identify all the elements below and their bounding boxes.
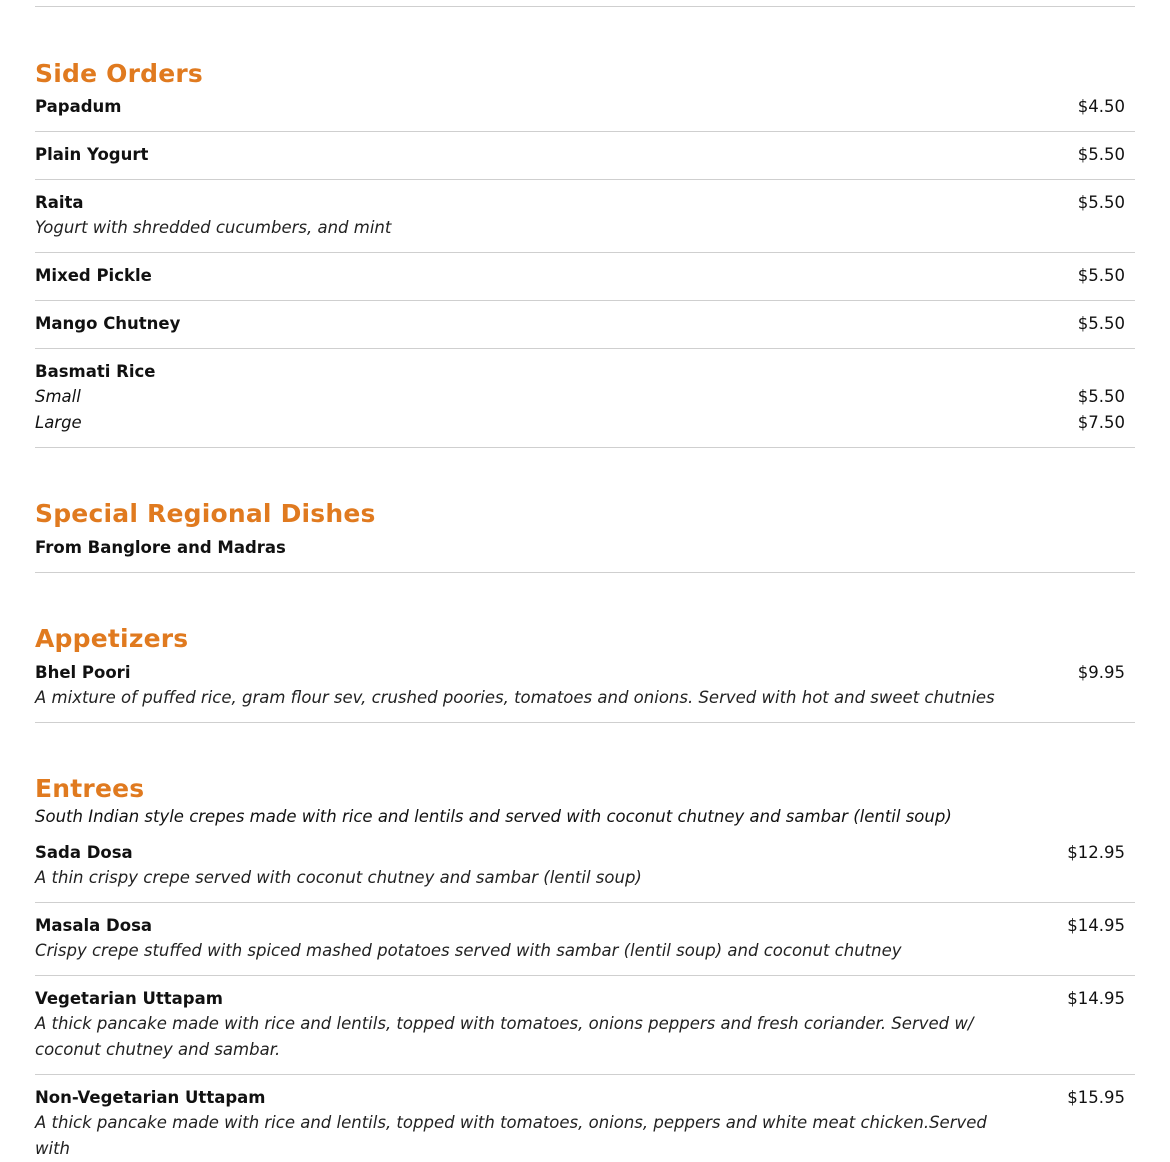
- item-name: Papadum: [35, 97, 122, 116]
- menu-item-papadum: [35, 96, 1135, 118]
- item-name: Bhel Poori: [35, 663, 131, 682]
- divider: [35, 179, 1135, 180]
- menu-item-plain-yogurt: [35, 144, 1135, 166]
- divider: [35, 1074, 1135, 1075]
- item-name: Non-Vegetarian Uttapam: [35, 1088, 266, 1107]
- item-name: Sada Dosa: [35, 843, 133, 862]
- item-description: Yogurt with shredded cucumbers, and mint: [35, 218, 392, 237]
- item-price: $5.50: [1077, 266, 1125, 285]
- item-price: $14.95: [1067, 989, 1125, 1008]
- menu-item-masala-dosa: [35, 915, 1135, 964]
- menu-page: [35, 0, 1135, 1162]
- menu-item-raita: [35, 192, 1135, 241]
- size-price: $7.50: [1077, 413, 1125, 432]
- item-description: Crispy crepe stuffed with spiced mashed potatoes served with sambar (lentil soup) and coconut chutney: [35, 941, 902, 960]
- item-price: $5.50: [1077, 193, 1125, 212]
- menu-item-sada-dosa: [35, 842, 1135, 891]
- item-name: Masala Dosa: [35, 916, 153, 935]
- divider: [35, 722, 1135, 723]
- size-label: Large: [35, 413, 82, 432]
- item-price: $4.50: [1077, 97, 1125, 116]
- item-price: $12.95: [1067, 843, 1125, 862]
- menu-item-bhel-poori: [35, 662, 1135, 711]
- item-name: Plain Yogurt: [35, 145, 149, 164]
- divider: [35, 447, 1135, 448]
- section-note: South Indian style crepes made with rice and lentils and served with coconut chutney and sambar (lentil soup): [35, 807, 952, 826]
- divider: [35, 6, 1135, 7]
- size-label: Small: [35, 387, 81, 406]
- menu-item-vegetarian-uttapam: [35, 988, 1135, 1063]
- item-name: Mango Chutney: [35, 314, 181, 333]
- section-title-side-orders: Side Orders: [35, 59, 203, 88]
- item-price: $5.50: [1077, 314, 1125, 333]
- size-option-small: [35, 384, 1135, 410]
- section-title-appetizers: Appetizers: [35, 624, 189, 653]
- item-description: A thick pancake made with rice and lentils, topped with tomatoes, onions, peppers and white meat chicken.Served with: [35, 1113, 987, 1158]
- divider: [35, 572, 1135, 573]
- section-subtitle: From Banglore and Madras: [35, 538, 286, 557]
- divider: [35, 902, 1135, 903]
- menu-item-basmati-rice: [35, 361, 1135, 436]
- size-option-large: [35, 410, 1135, 436]
- divider: [35, 252, 1135, 253]
- item-name: Basmati Rice: [35, 362, 156, 381]
- divider: [35, 348, 1135, 349]
- menu-item-non-vegetarian-uttapam: [35, 1087, 1135, 1162]
- item-description: A mixture of puffed rice, gram flour sev, crushed poories, tomatoes and onions. Served with hot and sweet chutnies: [35, 688, 995, 707]
- item-price: $9.95: [1077, 663, 1125, 682]
- divider: [35, 300, 1135, 301]
- menu-item-mango-chutney: [35, 313, 1135, 335]
- menu-item-mixed-pickle: [35, 265, 1135, 287]
- size-price: $5.50: [1077, 387, 1125, 406]
- item-name: Raita: [35, 193, 84, 212]
- divider: [35, 131, 1135, 132]
- item-price: $15.95: [1067, 1088, 1125, 1107]
- item-name: Vegetarian Uttapam: [35, 989, 223, 1008]
- item-price: $14.95: [1067, 916, 1125, 935]
- section-title-entrees: Entrees: [35, 774, 145, 803]
- divider: [35, 975, 1135, 976]
- item-name: Mixed Pickle: [35, 266, 152, 285]
- section-title-special-regional: Special Regional Dishes: [35, 499, 376, 528]
- item-description: A thin crispy crepe served with coconut chutney and sambar (lentil soup): [35, 868, 642, 887]
- item-description: A thick pancake made with rice and lentils, topped with tomatoes, onions peppers and fresh coriander. Served w/ coconut chutney and sambar.: [35, 1014, 974, 1059]
- item-price: $5.50: [1077, 145, 1125, 164]
